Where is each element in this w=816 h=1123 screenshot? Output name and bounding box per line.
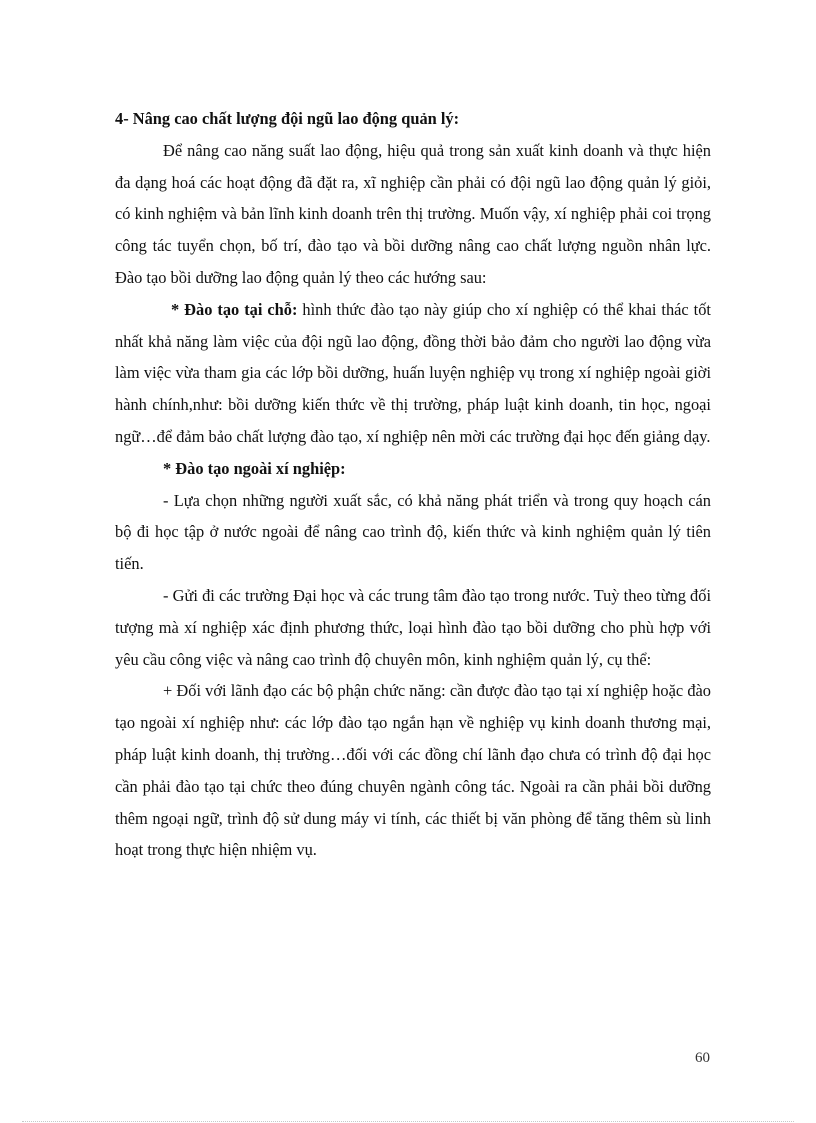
onsite-training-paragraph — [115, 294, 711, 453]
intro-paragraph: Để nâng cao năng suất lao động, hiệu quả trong sản xuất kinh doanh và thực hiện đa dạng hoá các hoạt động đã đặt ra, xĩ nghiệp cần phải có đội ngũ lao động quản lý giỏi, có kinh nghiệm và bản lĩnh kinh doanh trên thị trường. Muốn vậy, xí nghiệp phải coi trọng công tác tuyển chọn, bố trí, đào tạo và bồi dưỡng nâng cao chất lượng nguồn nhân lực. Đào tạo bồi dưỡng lao động quản lý theo các hướng sau: — [115, 140, 711, 287]
bottom-divider — [22, 1121, 794, 1122]
outside-training-item-1: - Lựa chọn những người xuất sắc, có khả năng phát triển và trong quy hoạch cán bộ đi học tập ở nước ngoài để nâng cao trình độ, kiến thức và kinh nghiệm quản lý tiên tiến. — [115, 490, 711, 574]
onsite-training-text: hình thức đào tạo này giúp cho xí nghiệp có thể khai thác tốt nhất khả năng làm việc của đội ngũ lao động, đồng thời bảo đảm cho người lao động vừa làm việc vừa tham gia các lớp bồi dưỡng, huấn luyện nghiệp vụ trong xí nghiệp ngoài giời hành chính,như: bồi dưỡng kiến thức về thị trường, pháp luật kinh doanh, tin học, ngoại ngữ…để đảm bảo chất lượng đào tạo, xí nghiệp nên mời các trường đại học đến giảng dạy. — [115, 299, 711, 446]
outside-training-item-2: - Gửi đi các trường Đại học và các trung tâm đào tạo trong nước. Tuỳ theo từng đối tượng mà xí nghiệp xác định phương thức, loại hình đào tạo bồi dưỡng cho phù hợp với yêu cầu công việc và nâng cao trình độ chuyên môn, kinh nghiệm quản lý, cụ thể: — [115, 585, 711, 669]
page-body — [115, 103, 711, 866]
onsite-training-label: * Đào tạo tại chỗ: — [171, 299, 298, 319]
section-heading: 4- Nâng cao chất lượng đội ngũ lao động quản lý: — [115, 109, 460, 128]
outside-training-heading: * Đào tạo ngoài xí nghiệp: — [163, 458, 346, 478]
page-number: 60 — [695, 1050, 710, 1066]
leaders-training-paragraph: + Đối với lãnh đạo các bộ phận chức năng: cần được đào tạo tại xí nghiệp hoặc đào tạo ngoài xí nghiệp như: các lớp đào tạo ngắn hạn về nghiệp vụ kinh doanh thương mại, pháp luật kinh doanh, thị trường…đối với các đồng chí lãnh đạo chưa có trình độ đại học cần phải đào tạo tại chức theo đúng chuyên ngành công tác. Ngoài ra cần phải bồi dưỡng thêm ngoại ngữ, trình độ sử dung máy vi tính, các thiết bị văn phòng để tăng thêm sù linh hoạt trong thực hiện nhiệm vụ. — [115, 681, 711, 860]
